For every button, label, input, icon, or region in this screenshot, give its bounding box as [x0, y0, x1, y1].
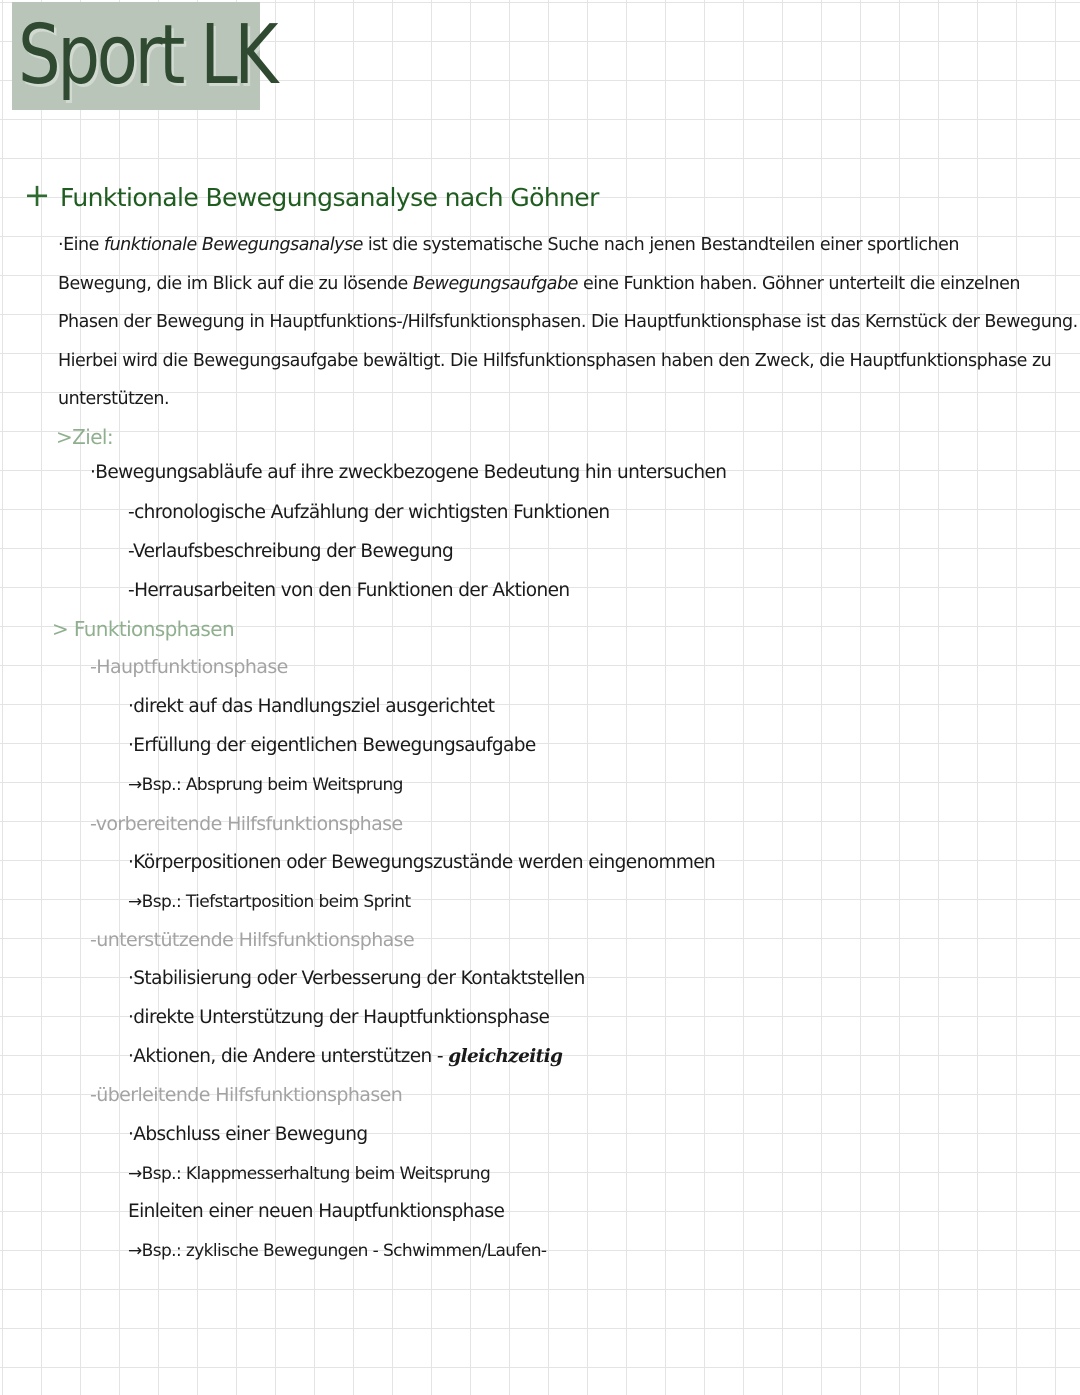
- ueberleitend-example: →Bsp.: Klappmesserhaltung beim Weitsprung: [128, 1164, 491, 1184]
- vorbereitend-example: →Bsp.: Tiefstartposition beim Sprint: [128, 892, 411, 912]
- intro-line: [58, 226, 1038, 265]
- intro-term: Bewegungsaufgabe: [412, 273, 578, 294]
- section-heading-row: [18, 176, 718, 220]
- intro-text: eine Funktion haben. Göhner unterteilt die einzelnen: [577, 273, 1020, 294]
- intro-line: [58, 265, 1038, 304]
- unterstuetzende-label: -unterstützende Hilfsfunktionsphase: [90, 929, 415, 951]
- intro-text: Bewegung, die im Blick auf die zu lösende: [58, 273, 413, 294]
- section-heading: Funktionale Bewegungsanalyse nach Göhner: [60, 183, 599, 212]
- intro-paragraph: [58, 226, 1078, 419]
- unterstuetzend-item: ·Stabilisierung oder Verbesserung der Kontaktstellen: [128, 968, 585, 989]
- intro-line: Phasen der Bewegung in Hauptfunktions-/Hilfsfunktionsphasen. Die Hauptfunktionsphase ist das Kernstück der Bewegung.: [58, 312, 1078, 332]
- unterstuetzend-item: ·Aktionen, die Andere unterstützen -: [128, 1046, 444, 1067]
- funktionsphasen-label: > Funktionsphasen: [52, 617, 235, 641]
- haupt-item: ·Erfüllung der eigentlichen Bewegungsaufgabe: [128, 735, 536, 756]
- haupt-example: →Bsp.: Absprung beim Weitsprung: [128, 775, 403, 795]
- hauptfunktionsphase-label: -Hauptfunktionsphase: [90, 656, 288, 678]
- intro-text: ist die systematische Suche nach jenen Bestandteilen einer sportlichen: [362, 235, 959, 255]
- ziel-item: -Herrausarbeiten von den Funktionen der Aktionen: [128, 580, 570, 601]
- intro-text: ·Eine: [58, 235, 104, 255]
- unterstuetzend-item: ·direkte Unterstützung der Hauptfunktionsphase: [128, 1007, 550, 1028]
- haupt-item: ·direkt auf das Handlungsziel ausgerichtet: [128, 696, 495, 717]
- ueberleitende-label: -überleitende Hilfsfunktionsphasen: [90, 1084, 403, 1106]
- intro-line: Hierbei wird die Bewegungsaufgabe bewältigt. Die Hilfsfunktionsphasen haben den Zweck, die Hauptfunktionsphase zu: [58, 350, 1052, 371]
- intro-line: unterstützen.: [58, 389, 170, 409]
- plus-icon: +: [23, 176, 51, 214]
- ziel-label: >Ziel:: [56, 425, 114, 449]
- vorbereitend-item: ·Körperpositionen oder Bewegungszustände werden eingenommen: [128, 852, 716, 873]
- page-title: Sport LK: [18, 8, 276, 103]
- ueberleitend-item: ·Abschluss einer Bewegung: [128, 1124, 368, 1145]
- vorbereitende-label: -vorbereitende Hilfsfunktionsphase: [90, 813, 403, 835]
- ziel-item: -Verlaufsbeschreibung der Bewegung: [128, 541, 454, 562]
- unterstuetzend-item-row: [128, 1042, 562, 1072]
- gleichzeitig-note: gleichzeitig: [448, 1046, 563, 1067]
- ziel-main: ·Bewegungsabläufe auf ihre zweckbezogene Bedeutung hin untersuchen: [90, 462, 727, 483]
- ueberleitend-example: →Bsp.: zyklische Bewegungen - Schwimmen/Laufen-: [128, 1241, 547, 1261]
- ueberleitend-item: Einleiten einer neuen Hauptfunktionsphase: [128, 1201, 505, 1222]
- intro-term: funktionale Bewegungsanalyse: [103, 235, 363, 255]
- ziel-item: -chronologische Aufzählung der wichtigsten Funktionen: [128, 502, 610, 523]
